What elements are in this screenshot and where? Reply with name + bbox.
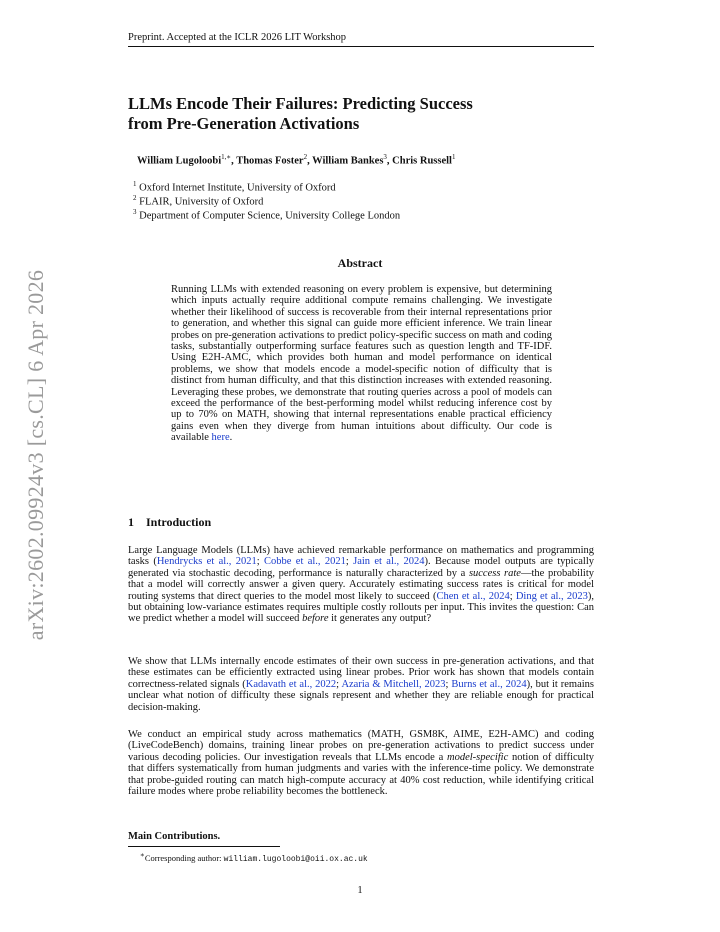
affiliation-number: 2 — [133, 194, 137, 202]
header-rule — [128, 46, 594, 47]
affiliation — [133, 208, 400, 222]
emphasis-text: success rate — [468, 567, 521, 579]
paragraph-text: We show that LLMs internally encode estimates of their own success in pre-generation activations, and that these estimates can be efficiently extracted using linear probes. Prior work has shown that models contain correctness-related signals ( — [128, 656, 594, 690]
section-heading-introduction — [128, 515, 211, 530]
email-address[interactable]: william.lugoloobi@oii.ox.ac.uk — [223, 854, 368, 864]
citation-link[interactable]: Chen et al., 2024 — [436, 590, 510, 602]
paragraph-text: —the probability that a model will correctly answer a given query. Accurately estimating success rates is critical for model routing systems that direct queries to the model most likely to succeed ( — [128, 567, 595, 602]
paragraph-text: ), but obtaining low-variance estimates requires multiple costly rollouts per input. This invites the question: Can we predict whether a model will succeed — [128, 590, 594, 625]
paragraph-text: notion of difficulty that differs systematically from human judgments and varies with the inference-time policy. We demonstrate that probe-guided routing can match high-compute accuracy at 40% cost reduction, while identifying critical failure modes where probe reliability becomes the bottleneck. — [128, 751, 595, 798]
main-contributions-heading: Main Contributions. — [128, 831, 221, 842]
intro-paragraph-3 — [128, 729, 594, 797]
affiliation-text: Oxford Internet Institute, University of Oxford — [139, 182, 336, 194]
paragraph-text: We conduct an empirical study across mathematics (MATH, GSM8K, AIME, E2H-AMC) and coding (LiveCodeBench) domains, training linear probes on pre-generation activations to predict success under various decoding policies. Our investigation reveals that LLMs encode a — [128, 729, 594, 763]
citation-link[interactable]: Burns et al., 2024 — [451, 678, 527, 690]
section-number: 1 — [128, 515, 134, 529]
abstract-text: Running LLMs with extended reasoning on every problem is expensive, but determining which inputs actually require additional compute remains challenging. We investigate whether their likelihood of success is recoverable from their internal representations prior to generation, and whether this signal can guide more efficient inference. We train linear probes on pre-generation activations to predict policy-specific success on math and coding tasks, substantially outperforming surface features such as question length and TF-IDF. Using E2H-AMC, which provides both human and model performance on identical problems, we show that models encode a model-specific notion of difficulty that is distinct from human difficulty, and that this distinction increases with extended reasoning. Leveraging these probes, we demonstrate that routing queries across a pool of models can exceed the performance of the best-performing model whilst reducing inference cost by up to 70% on MATH, showing that internal representations enable practical efficiency gains even when they diverge from human intuitions about difficulty. Our code is available — [171, 284, 552, 444]
emphasis-text: before — [302, 613, 329, 625]
citation-link[interactable]: Hendrycks et al., 2021 — [156, 556, 257, 568]
paragraph-text: ). Because model outputs are typically generated via stochastic decoding, performance is naturally characterized by a — [128, 556, 595, 579]
author-affiliation-mark: 3 — [383, 153, 387, 161]
paragraph-text: it generates any output? — [328, 613, 432, 625]
page-number: 1 — [357, 885, 363, 896]
arxiv-identifier-stamp — [16, 265, 56, 645]
paper-title — [128, 94, 598, 134]
code-link[interactable]: here — [211, 432, 230, 444]
author-affiliation-mark: 1,∗ — [221, 153, 232, 161]
author-list: William Lugoloobi$^{1,∗}$, Thomas Foster$^2$, William Bankes$^3$, Chris Russell$^1$ — [137, 153, 456, 167]
paragraph-text: Large Language Models (LLMs) have achieved remarkable performance on mathematics and programming tasks ( — [128, 545, 594, 568]
footnote-rule — [128, 846, 280, 847]
emphasis-text: model-specific — [447, 751, 509, 763]
affiliation-text: FLAIR, University of Oxford — [139, 196, 264, 208]
author-affiliation-mark: 1 — [451, 153, 456, 161]
arxiv-stamp-text: arXiv:2602.09924v3 [cs.CL] 6 Apr 2026 — [23, 269, 48, 641]
author-name: William Bankes — [312, 155, 384, 167]
affiliation-number: 3 — [133, 208, 137, 216]
author-affiliation-mark: 2 — [303, 153, 308, 161]
title-line-1: LLMs Encode Their Failures: Predicting Success — [128, 94, 473, 113]
intro-paragraph-1: Large Language Models (LLMs) have achieved remarkable performance on mathematics and programming tasks (Hendrycks et al., 2021; Cobbe et al., 2021; Jain et al., 2024). Because model outputs are typically generated via stochastic decoding, performance is naturally characterized by a success rate—the probability that a model will correctly answer a given query. Accurately estimating success rates is critical for model routing systems that direct queries to the model most likely to succeed (Chen et al., 2024; Ding et al., 2023), but obtaining low-variance estimates requires multiple costly rollouts per input. This invites the question: Can we predict whether a model will succeed before it generates any output? — [128, 545, 595, 625]
abstract-heading: Abstract — [337, 256, 383, 270]
affiliation — [133, 180, 336, 194]
citation-link[interactable]: Jain et al., 2024 — [353, 556, 425, 568]
citation-link[interactable]: Ding et al., 2023 — [515, 590, 588, 602]
paragraph-text: ), but it remains unclear what notion of difficulty these signals represent and whether they are reliable enough for practical decision-making. — [128, 678, 594, 713]
abstract-end: . — [229, 432, 233, 444]
citation-link[interactable]: Kadavath et al., 2022 — [245, 678, 337, 690]
affiliation-text: Department of Computer Science, University College London — [139, 210, 401, 222]
section-title: Introduction — [146, 515, 212, 529]
title-line-2: from Pre-Generation Activations — [128, 114, 360, 133]
abstract-body — [171, 284, 552, 444]
footnote — [140, 850, 368, 864]
intro-paragraph-2: We show that LLMs internally encode estimates of their own success in pre-generation activations, and that these estimates can be efficiently extracted using linear probes. Prior work has shown that models contain correctness-related signals (Kadavath et al., 2022; Azaria & Mitchell, 2023; Burns et al., 2024), but it remains unclear what notion of difficulty these signals represent and whether they are reliable enough for practical decision-making. — [128, 656, 594, 713]
citation-link[interactable]: Cobbe et al., 2021 — [264, 556, 346, 568]
author-name: William Lugoloobi — [137, 155, 222, 167]
footnote-label: Corresponding author: — [144, 852, 224, 863]
footnote-marker: ∗ — [140, 851, 145, 859]
affiliation — [133, 194, 263, 208]
affiliation-number: 1 — [133, 180, 137, 188]
author-name: Thomas Foster — [236, 155, 304, 167]
citation-link[interactable]: Azaria & Mitchell, 2023 — [341, 678, 446, 690]
running-head: Preprint. Accepted at the ICLR 2026 LIT Workshop — [128, 32, 347, 43]
author-name: Chris Russell — [392, 155, 452, 167]
